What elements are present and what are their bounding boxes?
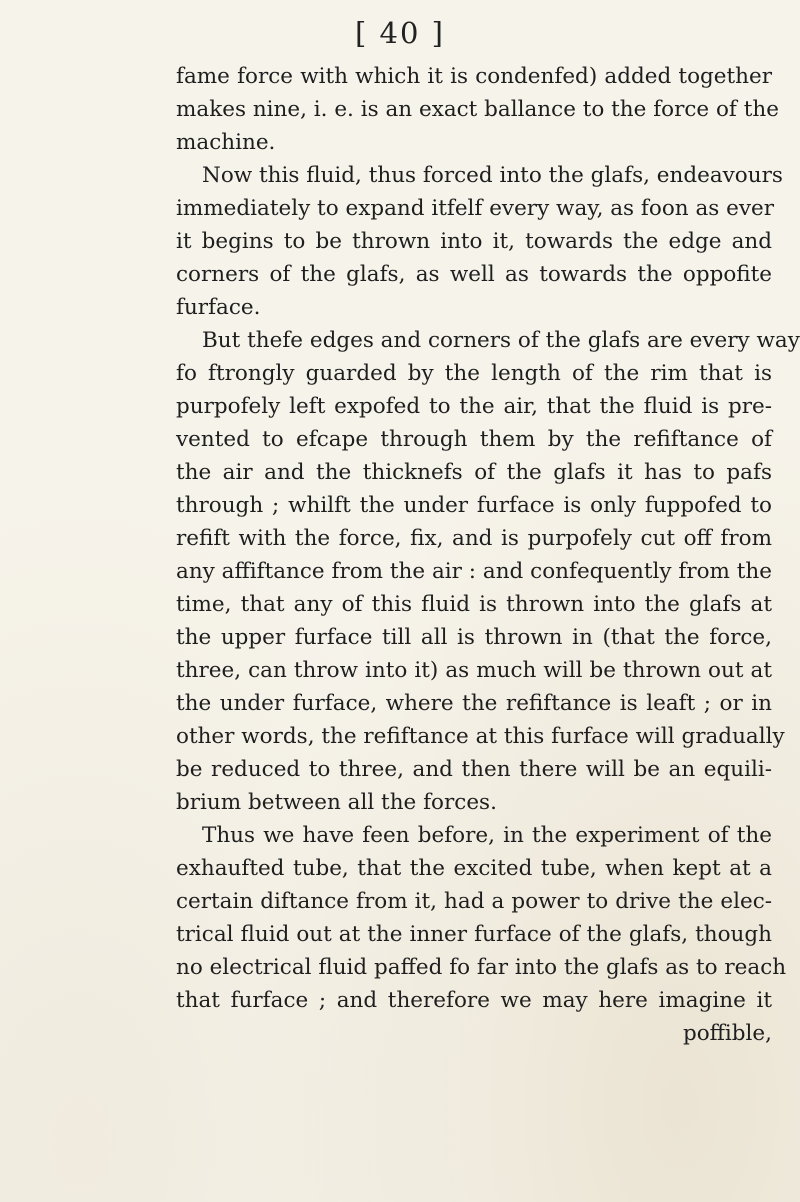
text-line: fame force with which it is condenfed) added together [176,64,772,89]
text-line: any affiftance from the air : and confequently from the [176,559,772,584]
text-line: through ; whilft the under furface is only fuppofed to [176,493,772,518]
text-line: other words, the refiftance at this furface will gradually [176,724,785,749]
text-line: brium between all the forces. [176,790,497,815]
text-line: be reduced to three, and then there will be an equili- [176,757,772,782]
paragraph-start-line: Now this fluid, thus forced into the glafs, endeavours [202,163,783,188]
text-line: no electrical fluid paffed fo far into the glafs as to reach [176,955,787,980]
text-line: purpofely left expofed to the air, that the fluid is pre- [176,394,772,419]
text-line: makes nine, i. e. is an exact ballance to the force of the [176,97,779,122]
text-line: the under furface, where the refiftance is leaft ; or in [176,691,772,716]
paragraph-start-line: Thus we have feen before, in the experiment of the [202,823,772,848]
text-line: certain diftance from it, had a power to drive the elec- [176,889,772,914]
text-line: refift with the force, fix, and is purpofely cut off from [176,526,772,551]
text-line: corners of the glafs, as well as towards the oppofite [176,262,772,287]
text-line: that furface ; and therefore we may here imagine it [176,988,772,1013]
text-line: it begins to be thrown into it, towards the edge and [176,229,772,254]
text-line: time, that any of this fluid is thrown into the glafs at [176,592,772,617]
text-line: the air and the thicknefs of the glafs it has to pafs [176,460,772,485]
text-line: three, can throw into it) as much will be thrown out at [176,658,772,683]
text-line: the upper furface till all is thrown in (that the force, [176,625,772,650]
catchword: poffible, [682,1021,772,1046]
text-line: immediately to expand itfelf every way, as foon as ever [176,196,775,221]
paragraph-start-line: But thefe edges and corners of the glafs are every way [202,328,800,353]
text-line: furface. [176,295,261,320]
page-number: [ 40 ] [355,16,445,50]
text-line: fo ftrongly guarded by the length of the rim that is [176,361,772,386]
text-line: trical fluid out at the inner furface of the glafs, though [176,922,772,947]
text-line: exhaufted tube, that the excited tube, when kept at a [176,856,772,881]
text-line: vented to efcape through them by the refiftance of [176,427,772,452]
text-line: machine. [176,130,276,155]
